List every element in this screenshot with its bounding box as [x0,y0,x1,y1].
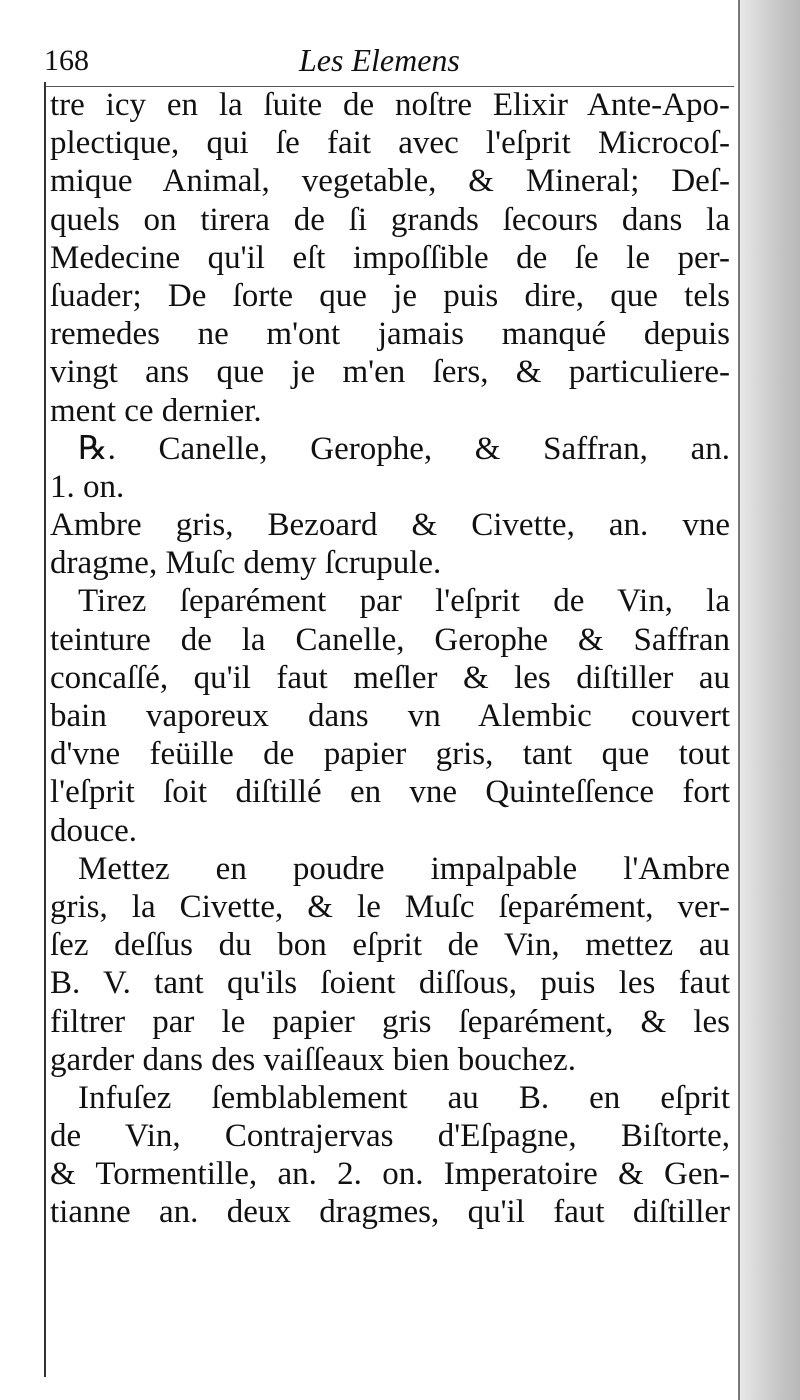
page-number: 168 [44,44,89,77]
text-line: dragme, Muſc demy ſcrupule. [50,545,442,582]
text-line: ſez deſſus du bon eſprit de Vin, mettez au [50,927,730,964]
text-line: Mettez en poudre impalpable l'Ambre [78,850,730,887]
text-line: 1. on. [50,468,125,505]
body-text [50,86,730,1232]
text-line: ſuader; De ſorte que je puis dire, que tels [50,277,730,314]
text-line: ℞. Canelle, Gerophe, & Saffran, an. [78,430,730,467]
text-line: bain vaporeux dans vn Alembic couvert [50,698,730,734]
text-line: concaſſé, qu'il faut meſler & les diſtiller au [50,659,730,696]
text-line: douce. [50,812,138,849]
text-line: & Tormentille, an. 2. on. Imperatoire & Gen- [50,1156,730,1193]
text-line: B. V. tant qu'ils ſoient diſſous, puis les faut [50,965,730,1002]
page-header [44,38,734,86]
text-line: Infuſez ſemblablement au B. en eſprit [78,1079,730,1116]
text-line: vingt ans que je m'en ſers, & particuliere- [50,354,730,391]
text-line: teinture de la Canelle, Gerophe & Saffran [50,621,730,658]
text-line: ment ce dernier. [50,392,262,429]
left-margin-rule [44,82,46,1377]
page-gutter-line [738,0,740,1400]
text-line: Tirez ſeparément par l'eſprit de Vin, la [78,583,730,620]
text-line: remedes ne m'ont jamais manqué depuis [50,316,730,353]
text-line: mique Animal, vegetable, & Mineral; Deſ- [50,163,730,200]
text-line: quels on tirera de ſi grands ſecours dans la [50,201,730,238]
adjacent-page-edge [738,0,800,1400]
text-line: de Vin, Contrajervas d'Eſpagne, Biſtorte, [50,1118,730,1155]
text-line: tre icy en la ſuite de noſtre Elixir Ante-Apo- [50,87,730,123]
text-line: l'eſprit ſoit diſtillé en vne Quinteſſence fort [50,774,730,811]
text-line: Ambre gris, Bezoard & Civette, an. vne [50,507,730,544]
text-line: plectique, qui ſe fait avec l'eſprit Microcoſ- [50,125,730,162]
text-line: tianne an. deux dragmes, qu'il faut diſtiller [50,1194,730,1231]
text-line: filtrer par le papier gris ſeparément, & les [50,1003,730,1040]
text-line: Medecine qu'il eſt impoſſible de ſe le per- [50,239,730,276]
text-line: gris, la Civette, & le Muſc ſeparément, ver- [50,888,730,925]
text-line: d'vne feüille de papier gris, tant que tout [50,736,730,773]
text-line: garder dans des vaiſſeaux bien bouchez. [50,1041,576,1078]
running-title: Les Elemens [299,42,460,78]
